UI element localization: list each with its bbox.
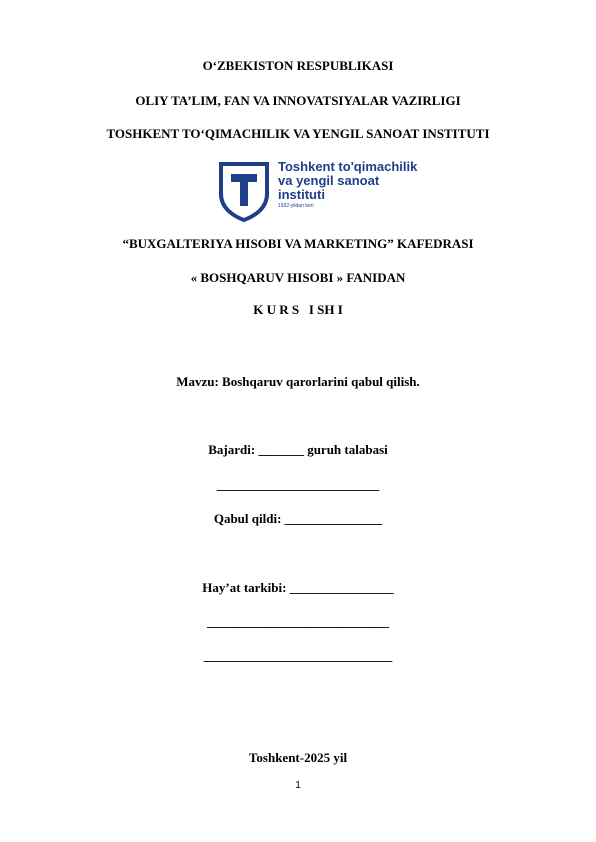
performed-by-line: Bajardi: _______ guruh talabasi	[208, 442, 388, 457]
page-number: 1	[295, 780, 301, 791]
commission-signature-line-2: _____________________________	[203, 648, 393, 663]
institute-heading: TOSHKENT TO‘QIMACHILIK VA YENGIL SANOAT INSTITUTI	[106, 126, 490, 141]
performer-signature-line: _________________________	[216, 477, 380, 492]
logo-wordmark	[278, 160, 417, 210]
commission-signature-line-1: ____________________________	[207, 614, 389, 629]
institute-logo	[217, 160, 427, 222]
logo-line-3: instituti	[278, 187, 325, 202]
topic-line: Mavzu: Boshqaruv qarorlarini qabul qilish.	[176, 374, 420, 389]
city-year-footer: Toshkent-2025 yil	[248, 750, 348, 765]
logo-line-1: Toshkent to'qimachilik	[278, 159, 418, 174]
ministry-heading: OLIY TA’LIM, FAN VA INNOVATSIYALAR VAZIRLIGI	[135, 93, 461, 108]
accepted-by-line: Qabul qildi: _______________	[213, 511, 383, 526]
commission-line: Hay’at tarkibi: ________________	[202, 580, 394, 595]
department-heading: “BUXGALTERIYA HISOBI VA MARKETING” KAFEDRASI	[122, 236, 474, 251]
document-type-title: K U R S I SH I	[253, 302, 343, 317]
subject-heading: « BOSHQARUV HISOBI » FANIDAN	[190, 270, 406, 285]
logo-tagline: 1932-yildan beri	[278, 203, 314, 209]
shield-t-icon	[217, 160, 271, 222]
republic-heading: O‘ZBEKISTON RESPUBLIKASI	[202, 58, 394, 73]
logo-line-2: va yengil sanoat	[278, 173, 380, 188]
